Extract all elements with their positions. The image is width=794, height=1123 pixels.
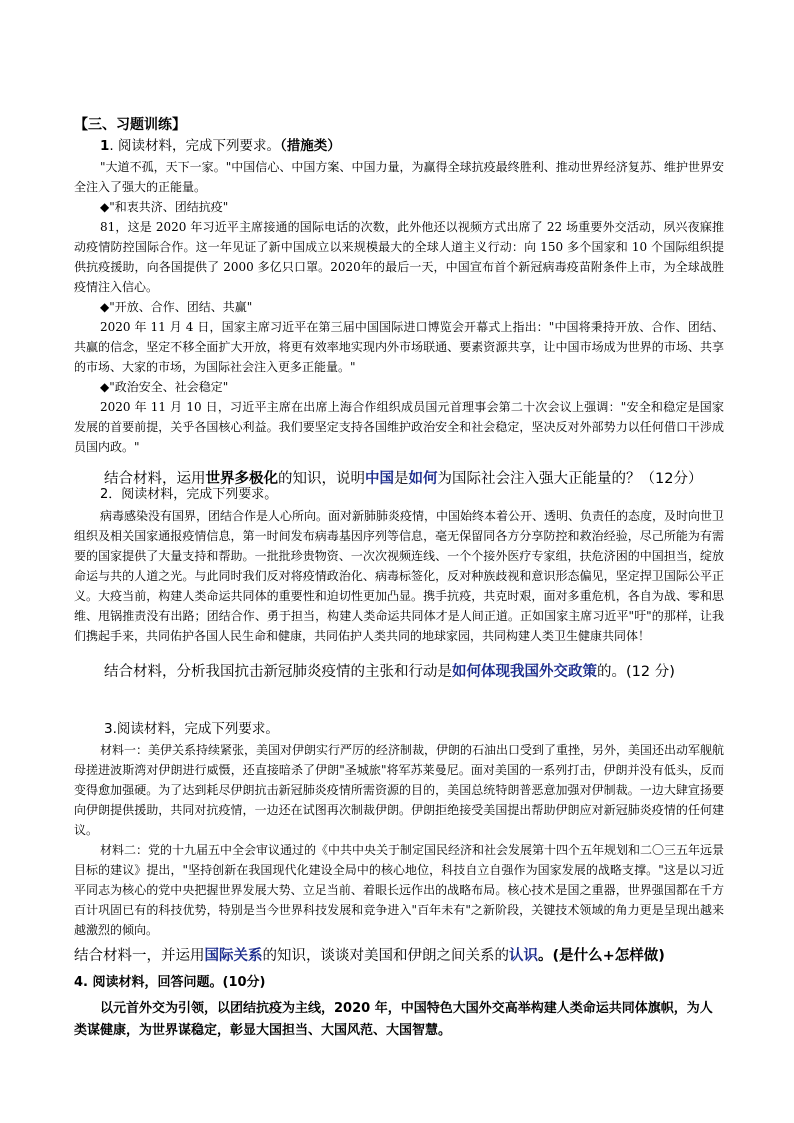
question-3-material: [74, 740, 724, 940]
task-text: 结合材料，分析我国抗击新冠肺炎疫情的主张和行动是: [104, 664, 452, 680]
material-paragraph: "大道不孤，天下一家。"中国信心、中国方案、中国力量，为赢得全球抗疫最终胜利、推动世界经济复苏、维护世界安全注入了强大的正能量。: [74, 160, 724, 194]
task-text: 结合材料一，并运用: [74, 948, 205, 964]
question-3-title: 3.阅读材料，完成下列要求。: [104, 721, 279, 737]
material-paragraph: 2020 年 11 月 10 日，习近平主席在出席上海合作组织成员国元首理事会第二十次会议上强调："安全和稳定是国家发展的首要前提，关乎各国核心利益。我们要坚定支持各国维护政治安全和社会稳定，坚决反对外部势力以任何借口干涉成员国内政。": [74, 400, 724, 454]
task-text: 的知识，说明: [278, 471, 365, 487]
material-paragraph: 材料二：党的十九届五中全会审议通过的《中共中央关于制定国民经济和社会发展第十四个五年规划和二〇三五年远景目标的建议》提出，"坚持创新在我国现代化建设全局中的核心地位，科技自立自强作为国家发展的战略支撑。"这是以习近平同志为核心的党中央把握世界发展大势、立足当前、着眼长远作出的战略布局。核心技术是国之重器，世界强国都在千方百计巩固已有的科技优势，特别是当今世界科技发展和竞争进入"百年未有"之新阶段，关键技术领域的角力更是呈现出越来越激烈的倾向。: [74, 843, 725, 937]
material-bullet: ◆"开放、合作、团结、共赢": [100, 300, 253, 314]
question-4-title: 4. 阅读材料，回答问题。(10分): [74, 975, 266, 990]
material-paragraph: 病毒感染没有国界，团结合作是人心所向。面对新肺肺炎疫情，中国始终本着公开、透明、负责任的态度，及时向世卫组织及相关国家通报疫情信息，第一时间发布病毒基因序列等信息，毫无保留同各方分享防控和救治经验，尽己所能为有需要的国家提供了大量支持和帮助。一批批珍贵物资、一次次视频连线、一个个接外医疗专家组，扶危济困的中国担当，绽放命运与共的人道之光。与此同时我们反对将疫情政治化、病毒标签化，反对种族歧视和意识形态偏见，坚定捍卫国际公平正义。大疫当前，构建人类命运共同体的重要性和迫切性更加凸显。携手抗疫，共克时艰，面对多重危机，各自为战、零和思维、甩锅推责没有出路；团结合作、勇于担当，构建人类命运共同体才是人间正道。正如国家主席习近平"吁"的那样，让我们携起手来，共同佑护各国人民生命和健康，共同佑护人类共同的地球家园，共同构建人类卫生健康共同体！: [74, 509, 725, 643]
question-1-title: [100, 135, 724, 157]
task-text: 的知识，谈谈对美国和伊朗之间关系的: [262, 948, 509, 964]
task-text: 是: [394, 471, 409, 487]
material-paragraph: 81，这是 2020 年习近平主席接通的国际电话的次数，此外他还以视频方式出席了 22 场重要外交活动，夙兴夜寐推动疫情防控国际合作。这一年见证了新中国成立以来规模最大的全球人道主义行动：向 150 多个国家和 10 个国际组织提供抗疫援助，向各国提供了 2000 多亿只口罩。2020年的最后一天，中国宣布首个新冠病毒疫苗附条件上市，为全球战胜疫情注入信心。: [74, 220, 724, 294]
material-paragraph: 材料一：美伊关系持续紧张，美国对伊朗实行严厉的经济制裁，伊朗的石油出口受到了重挫，另外，美国还出动军舰航母搓进波斯湾对伊朗进行威慑，还直接暗杀了伊朗"圣城旅"将军苏莱曼尼。面对美国的一系列打击，伊朗并没有低头，反而变得愈加强硬。为了达到耗尽伊朗抗击新冠肺炎疫情所需资源的目的，美国总统特朗普恶意加强对伊制裁。一边大肆宣扬要向伊朗提供援助，共同对抗疫情，一边还在试图再次制裁伊朗。伊朗拒绝接受美国提出帮助伊朗应对新冠肺炎疫情的任何建议。: [74, 743, 725, 837]
task-text: 的。(12 分): [597, 664, 675, 680]
task-highlight: 中国: [365, 471, 394, 487]
section-title: 【三、习题训练】: [74, 117, 186, 133]
question-4: [74, 972, 724, 1042]
question-1-instruction: . 阅读材料，完成下列要求。: [109, 138, 280, 154]
question-3-task: [74, 944, 724, 968]
question-2: [74, 484, 724, 684]
task-text: 结合材料，运用: [104, 471, 206, 487]
question-2-material: [74, 506, 724, 646]
task-highlight: 国际关系: [204, 948, 263, 964]
question-1-number: 1: [100, 138, 110, 154]
task-text: 为国际社会注入强大正能量的？（12分）: [437, 471, 703, 487]
question-2-task: [104, 660, 724, 684]
question-1: [74, 135, 724, 491]
material-bullet: ◆"政治安全、社会稳定": [100, 380, 229, 394]
question-3: [74, 718, 724, 968]
task-highlight: 如何: [408, 471, 438, 487]
question-2-title: 2．阅读材料，完成下列要求。: [100, 487, 278, 502]
task-highlight: 如何体现我国外交政策: [452, 664, 597, 680]
question-4-material: 以元首外交为引领，以团结抗疫为主线，2020 年，中国特色大国外交高举构建人类命运共同体旗帜，为人类谋健康，为世界谋稳定，彰显大国担当、大国风范、大国智慧。: [74, 1001, 713, 1038]
material-paragraph: 2020 年 11 月 4 日，国家主席习近平在第三届中国国际进口博览会开幕式上指出："中国将秉持开放、合作、团结、共赢的信念，坚定不移全面扩大开放，将更有效率地实现内外市场联通、要素资源共享，让中国市场成为世界的市场、共享的市场、大家的市场，为国际社会注入更多正能量。": [74, 320, 724, 374]
question-1-material: [74, 157, 724, 457]
question-1-tag: （措施类）: [280, 138, 341, 154]
task-text: 。(是什么+怎样做): [538, 948, 665, 964]
task-highlight: 认识: [509, 948, 538, 964]
task-keyword: 世界多极化: [205, 471, 278, 487]
material-bullet: ◆"和衷共济、团结抗疫": [100, 200, 229, 214]
